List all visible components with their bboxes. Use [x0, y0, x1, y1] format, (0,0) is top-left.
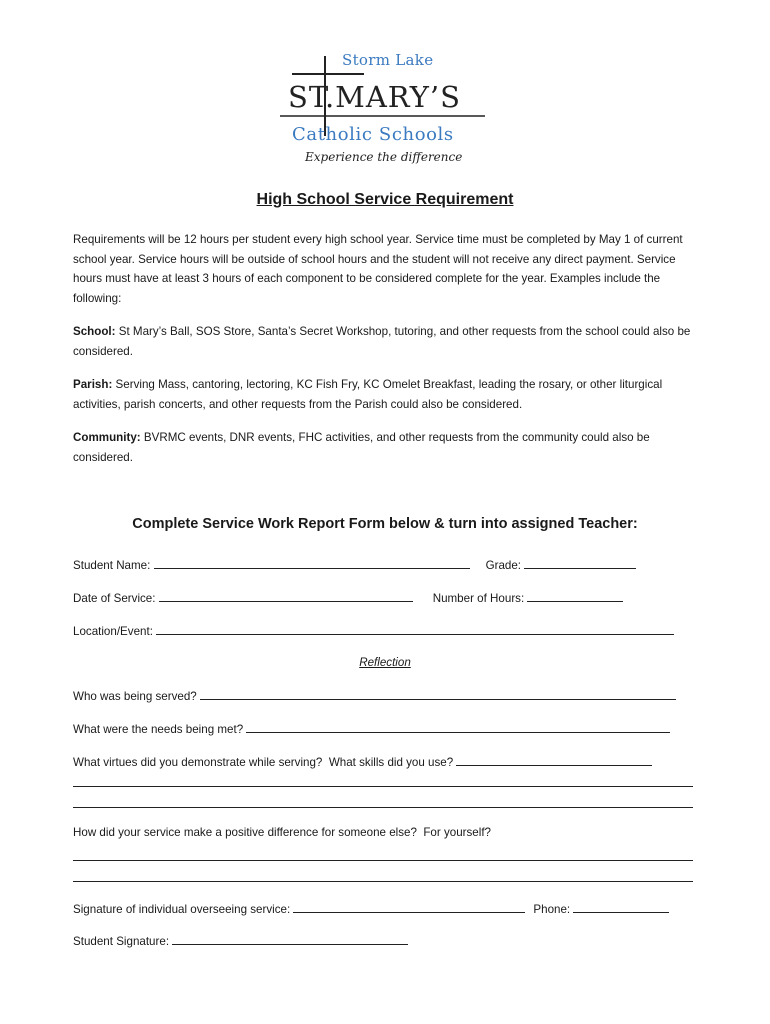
location-event-field[interactable]	[156, 622, 674, 635]
parish-label: Parish:	[73, 378, 113, 391]
student-name-row	[73, 556, 636, 572]
school-text: St Mary’s Ball, SOS Store, Santa’s Secret Workshop, tutoring, and other requests from the school could also be considered.	[73, 325, 691, 358]
logo-tagline: Experience the difference	[305, 150, 463, 164]
phone-label: Phone:	[533, 903, 574, 916]
signature-row	[73, 900, 669, 916]
signature-overseer-label: Signature of individual overseeing service:	[73, 903, 294, 916]
location-row	[73, 622, 674, 638]
school-logo	[280, 48, 490, 173]
phone-field[interactable]	[573, 900, 669, 913]
parish-paragraph	[73, 375, 699, 414]
grade-label: Grade:	[485, 559, 525, 572]
virtues-row	[73, 753, 652, 769]
grade-field[interactable]	[524, 556, 636, 569]
virtues-line-2[interactable]	[73, 786, 693, 787]
difference-line-2[interactable]	[73, 881, 693, 882]
difference-row	[73, 826, 491, 839]
number-of-hours-field[interactable]	[527, 589, 623, 602]
date-of-service-field[interactable]	[159, 589, 413, 602]
logo-storm-lake: Storm Lake	[342, 51, 434, 69]
date-of-service-label: Date of Service:	[73, 592, 159, 605]
virtues-label: What virtues did you demonstrate while serving? What skills did you use?	[73, 756, 457, 769]
form-heading: Complete Service Work Report Form below & turn into assigned Teacher:	[132, 516, 638, 532]
page-title: High School Service Requirement	[256, 191, 514, 208]
needs-row	[73, 720, 670, 736]
difference-line-1[interactable]	[73, 860, 693, 861]
student-signature-label: Student Signature:	[73, 935, 173, 948]
parish-text: Serving Mass, cantoring, lectoring, KC Fish Fry, KC Omelet Breakfast, leading the rosary, or other liturgical activities, parish concerts, and other requests from the Parish could also be considered.	[73, 378, 663, 411]
school-paragraph	[73, 322, 699, 361]
virtues-line-3[interactable]	[73, 807, 693, 808]
virtues-field[interactable]	[456, 753, 652, 766]
needs-label: What were the needs being met?	[73, 723, 247, 736]
student-signature-row	[73, 932, 408, 948]
intro-paragraph: Requirements will be 12 hours per student every high school year. Service time must be completed by May 1 of current school year. Service hours will be outside of school hours and the student will not receive any direct payment. Service hours must have at least 3 hours of each component to be considered complete for the year. Examples include the following:	[73, 233, 683, 305]
who-served-label: Who was being served?	[73, 690, 200, 703]
location-event-label: Location/Event:	[73, 625, 157, 638]
student-signature-field[interactable]	[172, 932, 408, 945]
school-label: School:	[73, 325, 116, 338]
who-served-field[interactable]	[200, 687, 676, 700]
community-text: BVRMC events, DNR events, FHC activities, and other requests from the community could also be considered.	[73, 431, 650, 464]
number-of-hours-label: Number of Hours:	[432, 592, 528, 605]
reflection-heading: Reflection	[359, 656, 411, 669]
signature-overseer-field[interactable]	[293, 900, 525, 913]
needs-field[interactable]	[246, 720, 670, 733]
student-name-field[interactable]	[154, 556, 470, 569]
logo-catholic-schools: Catholic Schools	[292, 124, 454, 145]
community-label: Community:	[73, 431, 141, 444]
student-name-label: Student Name:	[73, 559, 154, 572]
who-served-row	[73, 687, 676, 703]
logo-st-marys: ST.MARY’S	[288, 80, 461, 114]
community-paragraph	[73, 428, 699, 467]
date-row	[73, 589, 623, 605]
difference-label: How did your service make a positive difference for someone else? For yourself?	[73, 826, 492, 839]
